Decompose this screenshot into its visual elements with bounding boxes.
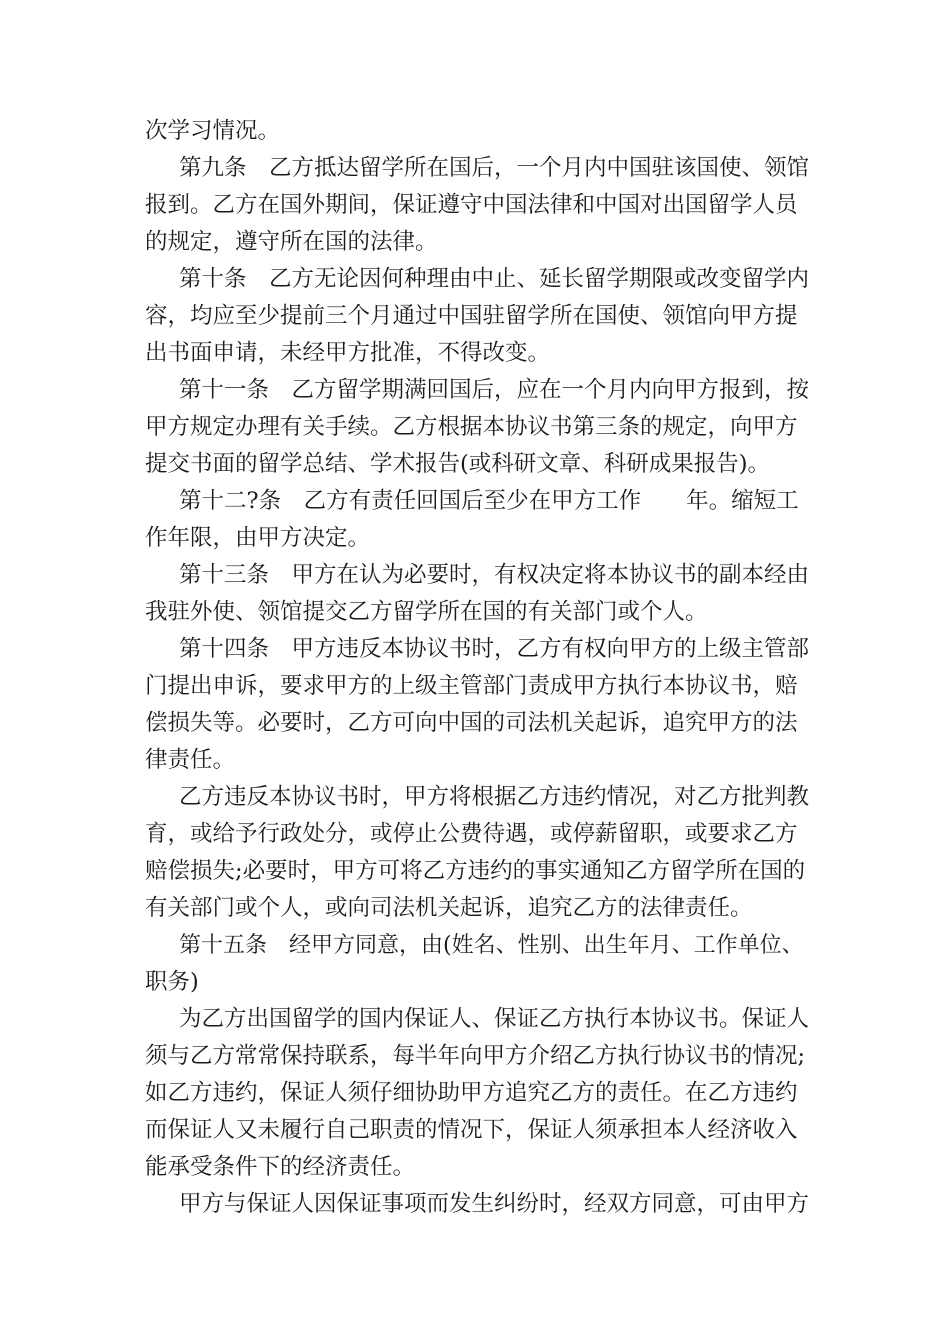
text-line: 出书面申请，未经甲方批准，不得改变。 [145,340,551,366]
text-line: 次学习情况。 [145,118,281,144]
text-line: 能承受条件下的经济责任。 [145,1154,416,1180]
text-line: 偿损失等。必要时，乙方可向中国的司法机关起诉，追究甲方的法 [145,710,798,736]
text-line: 律责任。 [145,747,236,773]
text-line: 第十三条 甲方在认为必要时，有权决定将本协议书的副本经由 [179,562,810,588]
text-line: 甲方规定办理有关手续。乙方根据本协议书第三条的规定，向甲方 [145,414,798,440]
text-line: 须与乙方常常保持联系，每半年向甲方介绍乙方执行协议书的情况; [145,1043,806,1069]
text-line: 的规定，遵守所在国的法律。 [145,229,438,255]
text-line: 第十四条 甲方违反本协议书时，乙方有权向甲方的上级主管部 [179,636,810,662]
text-line: 育，或给予行政处分，或停止公费待遇，或停薪留职，或要求乙方 [145,821,798,847]
text-line: 第十条 乙方无论因何种理由中止、延长留学期限或改变留学内 [179,266,810,292]
text-line: 门提出申诉，要求甲方的上级主管部门责成甲方执行本协议书，赔 [145,673,798,699]
text-line: 赔偿损失;必要时，甲方可将乙方违约的事实通知乙方留学所在国的 [145,858,806,884]
document-body [145,113,810,1223]
text-line: 容，均应至少提前三个月通过中国驻留学所在国使、领馆向甲方提 [145,303,798,329]
text-line: 我驻外使、领馆提交乙方留学所在国的有关部门或个人。 [145,599,708,625]
text-line: 第十二?条 乙方有责任回国后至少在甲方工作 年。缩短工 [179,488,799,514]
text-line: 有关部门或个人，或向司法机关起诉，追究乙方的法律责任。 [145,895,753,921]
text-line: 第九条 乙方抵达留学所在国后，一个月内中国驻该国使、领馆 [179,155,810,181]
text-line: 报到。乙方在国外期间，保证遵守中国法律和中国对出国留学人员 [145,192,798,218]
text-line: 作年限，由甲方决定。 [145,525,371,551]
text-line: 提交书面的留学总结、学术报告(或科研文章、科研成果报告)。 [145,451,771,477]
text-line: 为乙方出国留学的国内保证人、保证乙方执行本协议书。保证人 [179,1006,810,1032]
text-line: 第十五条 经甲方同意，由(姓名、性别、出生年月、工作单位、 [179,933,804,958]
text-line: 如乙方违约，保证人须仔细协助甲方追究乙方的责任。在乙方违约 [145,1080,798,1106]
text-line: 第十一条 乙方留学期满回国后，应在一个月内向甲方报到，按 [179,377,810,403]
text-line: 甲方与保证人因保证事项而发生纠纷时，经双方同意，可由甲方 [179,1191,810,1217]
text-line: 而保证人又未履行自己职责的情况下，保证人须承担本人经济收入 [145,1117,798,1143]
text-line: 职务) [145,969,199,995]
text-line: 乙方违反本协议书时，甲方将根据乙方违约情况，对乙方批判教 [179,784,810,810]
